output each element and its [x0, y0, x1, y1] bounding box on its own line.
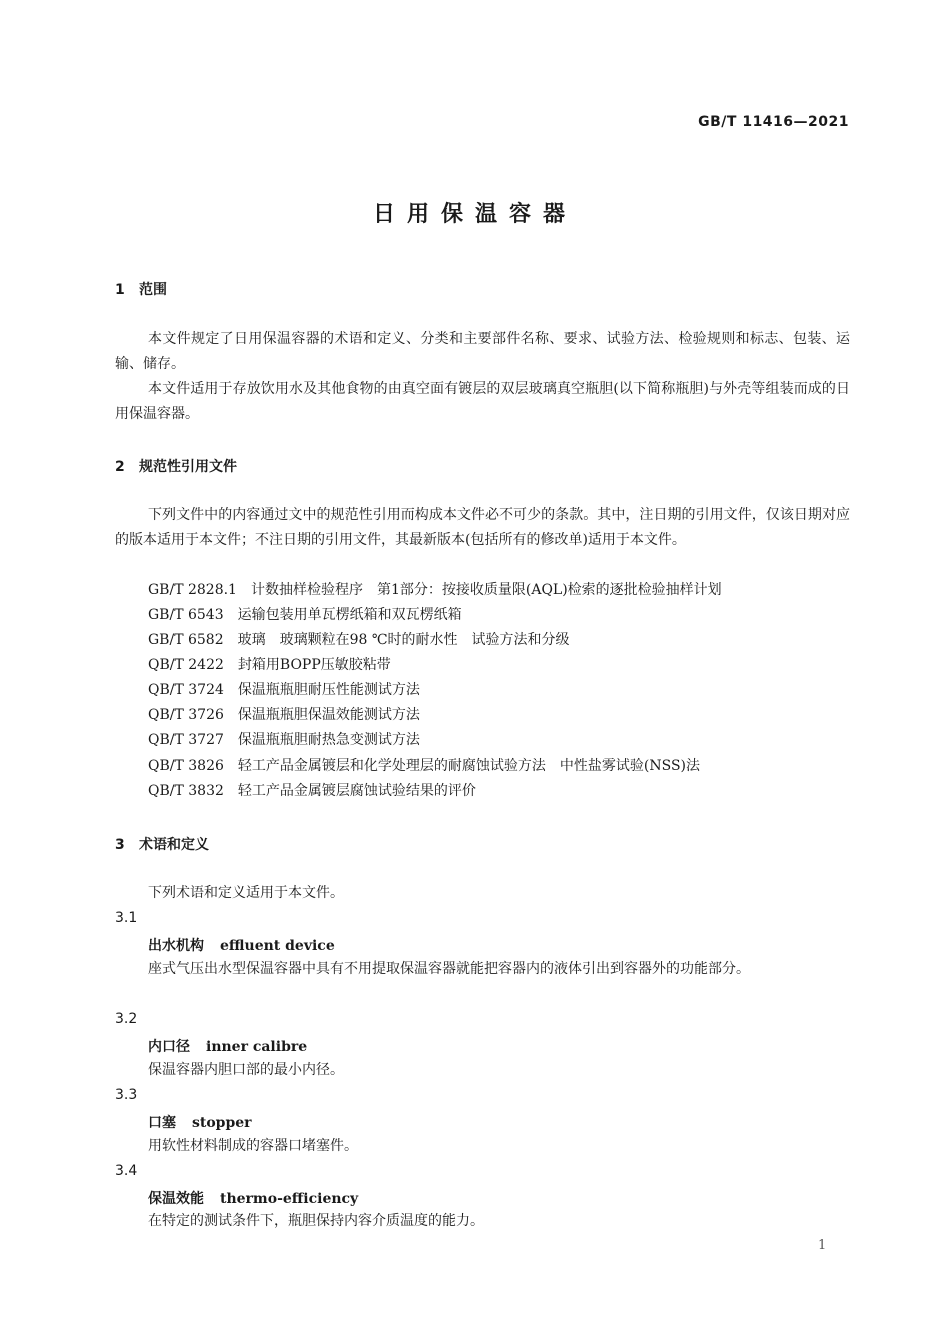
scope-paragraph-1: 本文件规定了日用保温容器的术语和定义、分类和主要部件名称、要求、试验方法、检验规则和标志、包装、运输、储存。 — [115, 331, 850, 372]
section-title: 范围 — [139, 282, 167, 298]
reference-code: QB/T 3727 — [148, 732, 224, 748]
standard-number: GB/T 11416—2021 — [698, 114, 849, 130]
reference-title: 保温瓶瓶胆保温效能测试方法 — [237, 707, 420, 723]
section-title: 规范性引用文件 — [139, 459, 237, 475]
reference-title: 轻工产品金属镀层和化学处理层的耐腐蚀试验方法 中性盐雾试验(NSS)法 — [237, 758, 701, 774]
reference-title: 运输包装用单瓦楞纸箱和双瓦楞纸箱 — [237, 607, 462, 623]
reference-code: QB/T 3726 — [148, 707, 224, 723]
section-1-heading — [115, 279, 167, 299]
reference-item — [148, 728, 420, 753]
reference-item — [148, 754, 700, 779]
reference-code: GB/T 6582 — [148, 632, 224, 648]
reference-title: 计数抽样检验程序 第1部分：按接收质量限(AQL)检索的逐批检验抽样计划 — [250, 582, 722, 598]
term-number: 3.2 — [115, 1011, 138, 1027]
reference-item — [148, 653, 391, 678]
terms-intro: 下列术语和定义适用于本文件。 — [148, 885, 344, 901]
reference-title: 保温瓶瓶胆耐热急变测试方法 — [237, 732, 420, 748]
reference-code: QB/T 3826 — [148, 758, 224, 774]
reference-item — [148, 578, 722, 603]
section-title: 术语和定义 — [139, 837, 209, 853]
section-number: 1 — [115, 282, 125, 298]
reference-title: 玻璃 玻璃颗粒在98 ℃时的耐水性 试验方法和分级 — [237, 632, 570, 648]
term-number: 3.3 — [115, 1087, 138, 1103]
reference-code: QB/T 3832 — [148, 783, 224, 799]
page-number: 1 — [818, 1238, 827, 1253]
reference-item — [148, 779, 476, 804]
term-definition: 座式气压出水型保温容器中具有不用提取保温容器就能把容器内的液体引出到容器外的功能部分。 — [148, 961, 750, 977]
reference-code: QB/T 2422 — [148, 657, 224, 673]
section-3-heading — [115, 834, 209, 854]
term-definition: 用软性材料制成的容器口堵塞件。 — [148, 1138, 358, 1154]
section-number: 2 — [115, 459, 125, 475]
scope-paragraph-2: 本文件适用于存放饮用水及其他食物的由真空面有镀层的双层玻璃真空瓶胆(以下简称瓶胆)与外壳等组装而成的日用保温容器。 — [115, 381, 850, 422]
term-heading — [148, 1036, 307, 1056]
reference-title: 轻工产品金属镀层腐蚀试验结果的评价 — [237, 783, 476, 799]
term-zh: 内口径 — [148, 1039, 190, 1055]
reference-item — [148, 678, 420, 703]
reference-title: 封箱用BOPP压敏胶粘带 — [237, 657, 391, 673]
reference-item — [148, 703, 420, 728]
term-zh: 口塞 — [148, 1115, 176, 1131]
section-number: 3 — [115, 837, 125, 853]
reference-code: QB/T 3724 — [148, 682, 224, 698]
reference-title: 保温瓶瓶胆耐压性能测试方法 — [237, 682, 420, 698]
normative-intro: 下列文件中的内容通过文中的规范性引用而构成本文件必不可少的条款。其中，注日期的引用文件，仅该日期对应的版本适用于本文件；不注日期的引用文件，其最新版本(包括所有的修改单)适用于本文件。 — [115, 507, 850, 548]
term-en: stopper — [192, 1115, 252, 1131]
reference-item — [148, 628, 570, 653]
reference-item — [148, 603, 462, 628]
document-title: 日用保温容器 — [372, 202, 577, 227]
term-zh: 出水机构 — [148, 938, 204, 954]
section-2-heading — [115, 456, 237, 476]
term-number: 3.1 — [115, 910, 138, 926]
term-definition: 在特定的测试条件下，瓶胆保持内容介质温度的能力。 — [148, 1213, 484, 1229]
term-heading — [148, 1188, 358, 1208]
term-en: thermo-efficiency — [220, 1191, 359, 1207]
reference-code: GB/T 6543 — [148, 607, 224, 623]
term-heading — [148, 935, 335, 955]
term-zh: 保温效能 — [148, 1191, 204, 1207]
term-definition: 保温容器内胆口部的最小内径。 — [148, 1062, 344, 1078]
term-en: inner calibre — [206, 1039, 308, 1055]
term-en: effluent device — [220, 938, 335, 954]
reference-code: GB/T 2828.1 — [148, 582, 237, 598]
term-number: 3.4 — [115, 1163, 138, 1179]
term-heading — [148, 1112, 252, 1132]
